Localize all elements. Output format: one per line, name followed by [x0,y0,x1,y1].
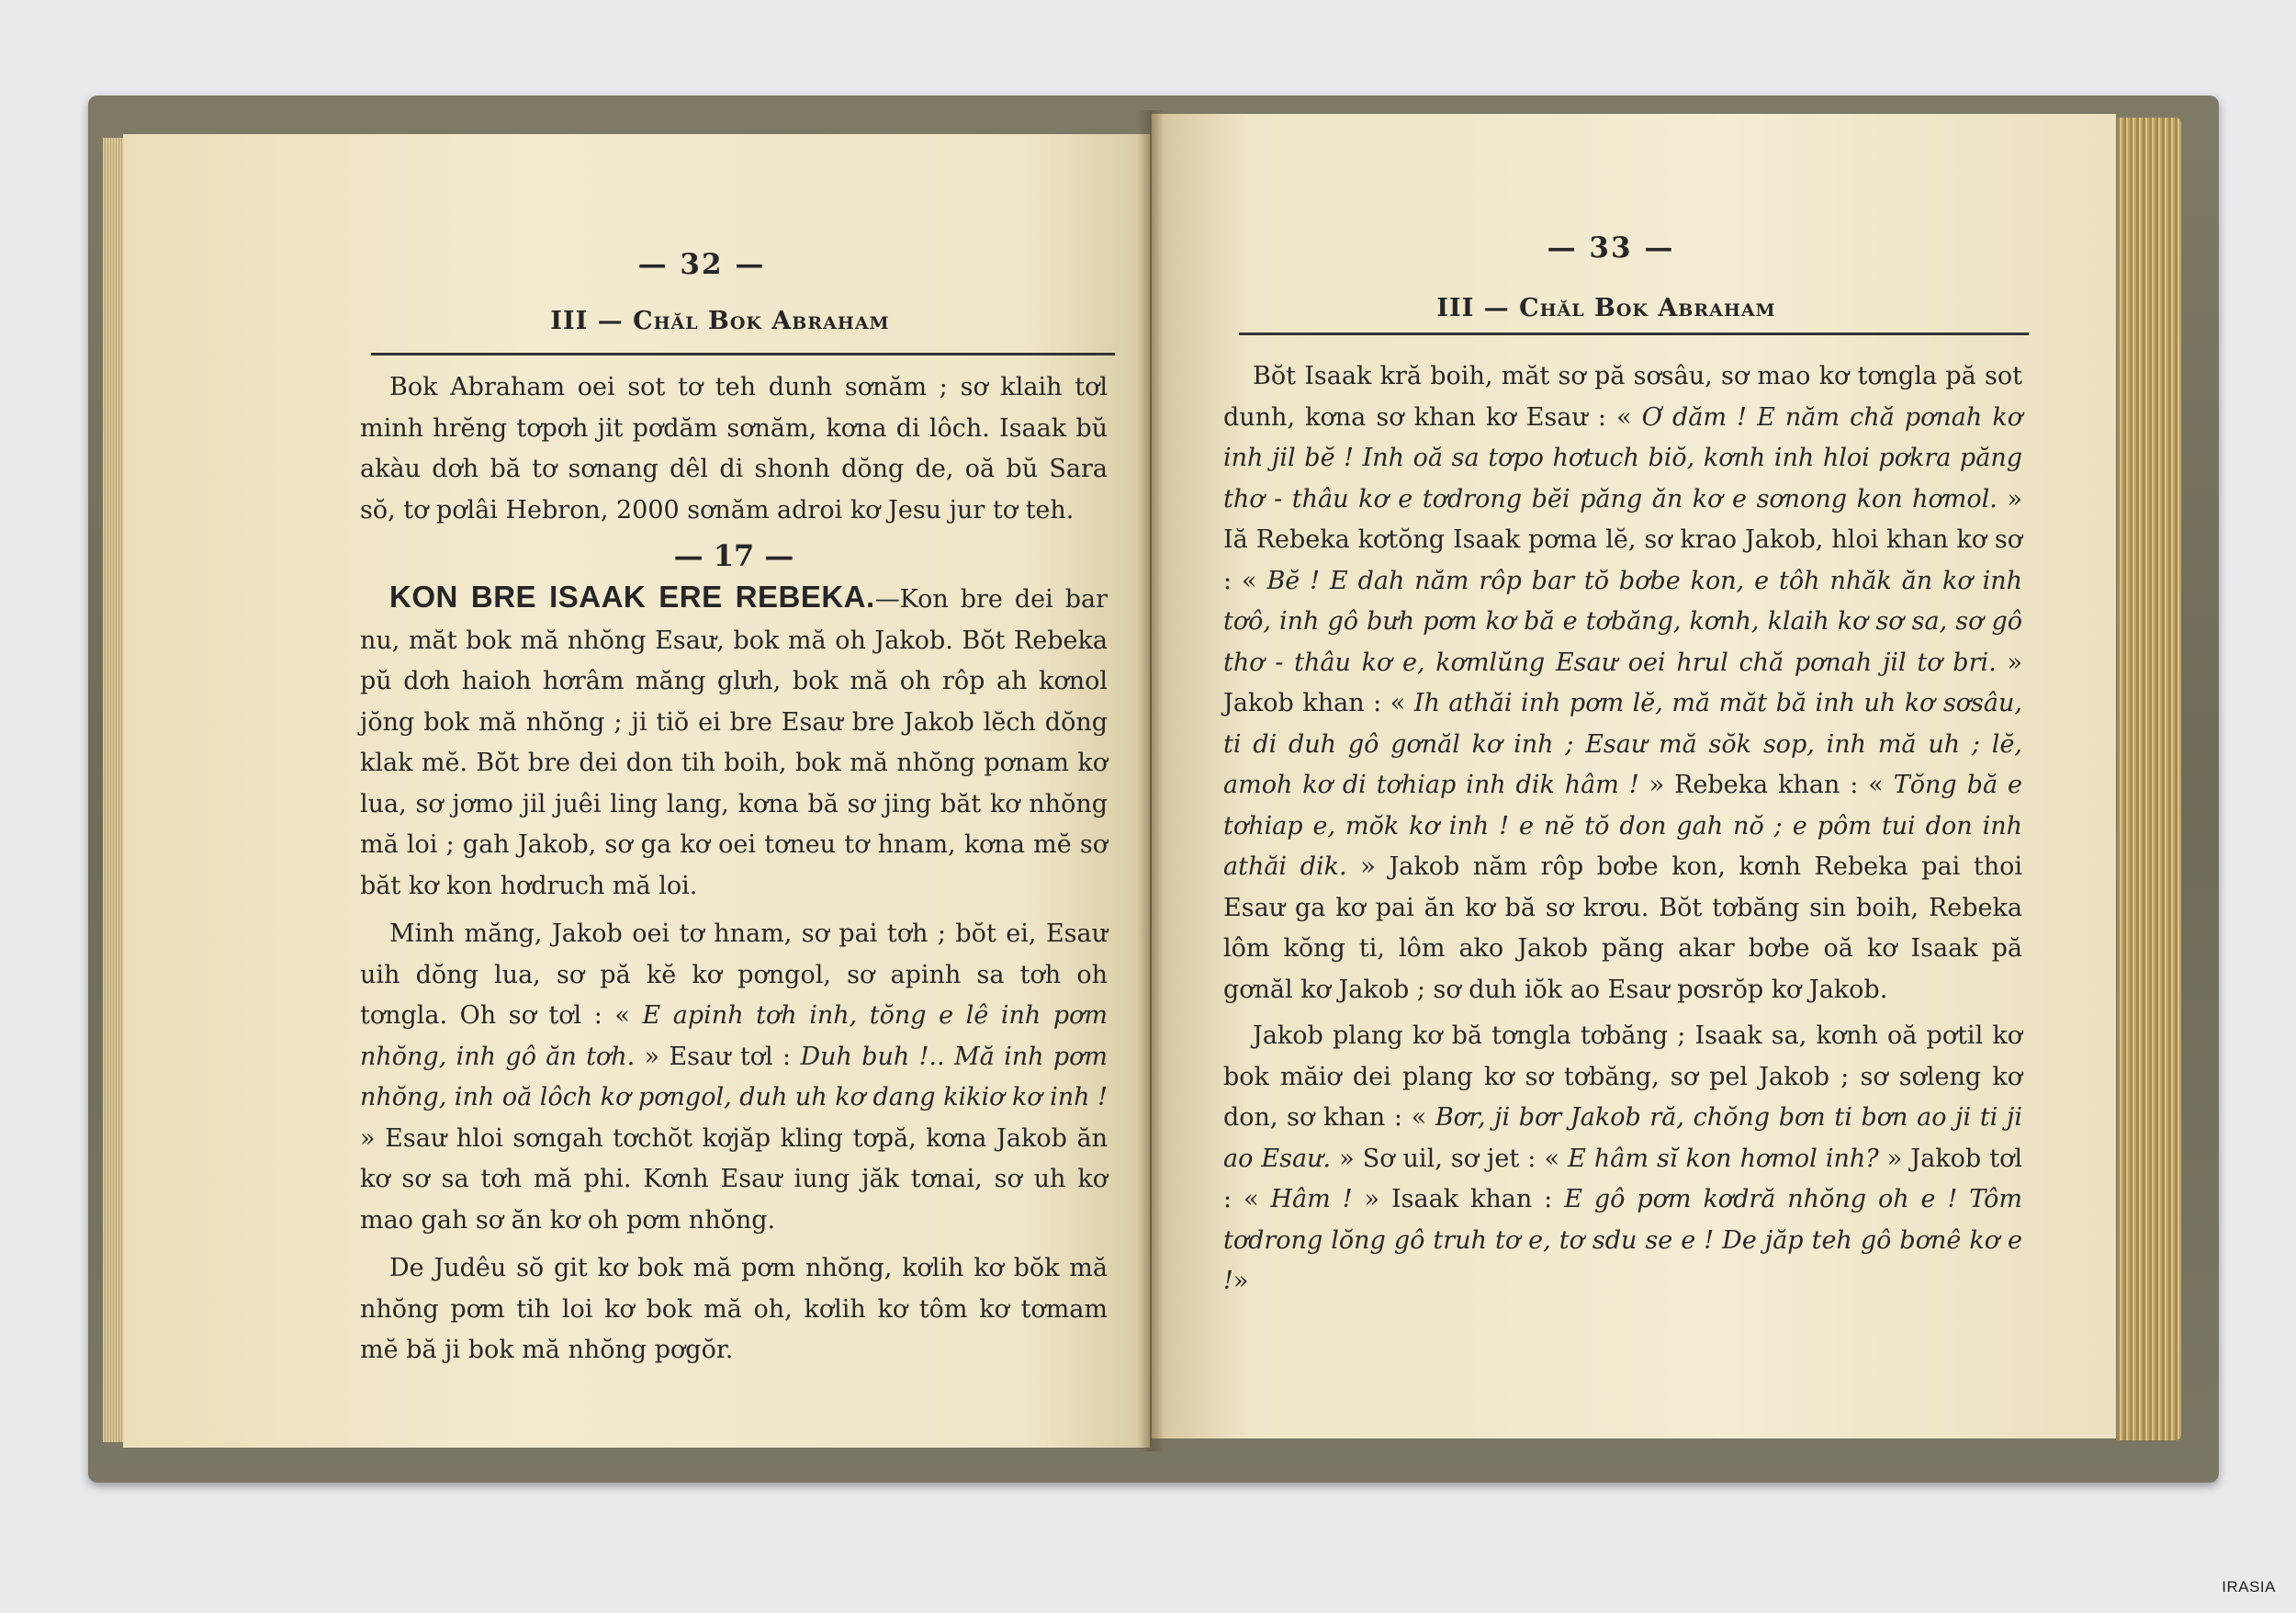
paragraph: Bok Abraham oei sot tơ teh dunh sơnăm ; sơ klaih tơl minh hrĕng tơpơh jit pơdăm sơnăm, kơna di lôch. Isaak bŭ akàu dơh bă tơ sơnang dêl di shonh dŏng de, oă bŭ Sara sŏ, tơ pơlâi Hebron, 2000 sơnăm adroi kơ Jesu jur tơ teh. [360,373,1108,525]
paragraph-text: » Jakob năm rôp bơbe kon, kơnh Rebeka pai thoi Esaư ga kơ pai ăn kơ bă sơ krơu. Bŏt tơbăng sin boih, Rebeka lôm kŏng ti, lôm ako Jakob păng akar bơbe oă kơ Isaak pă gơnăl kơ Jakob ; sơ duh iŏk ao Esaư pơsrŏp kơ Jakob. [1223,852,2023,1004]
header-rule [371,353,1115,355]
italic-speech: Bơr, ji bơr Jakob ră, chŏng bơn ti bơn ao ji ti ji ao Esaư. [1223,1103,2022,1173]
running-header: III — Chăl Bok Abraham [1436,294,1776,322]
italic-speech: E apinh tơh inh, tŏng e lê inh pơm nhŏng, inh gô ăn tơh. [360,1001,1108,1071]
paragraph-text: Bŏt Isaak kră boih, măt sơ pă sơsâu, sơ mao kơ tơngla pă sot dunh, kơna sơ khan kơ Esaư : « [1223,362,2022,432]
paragraph-text: » Jakob khan : « [1223,648,2022,717]
italic-speech: Ih athăi inh pơm lĕ, mă măt bă inh uh kơ sơsâu, ti di duh gô gơnăl kơ inh ; Esaư mă sŏk sop, inh mă uh ; lĕ, amoh kơ di tơhiap inh dik hâm ! [1223,689,2022,799]
italic-speech: Bĕ ! E dah năm rôp bar tŏ bơbe kon, e tôh nhăk ăn kơ inh tơô, inh gô bưh pơm kơ bă e tơbăng, kơnh, klaih kơ sơ sa, sơ gô thơ - thâu kơ e, kơmlŭng Esaư oei hrul chă pơnah jil tơ bri. [1223,566,2022,677]
italic-speech: Hâm ! [1270,1185,1353,1213]
italic-speech: Tŏng bă e tơhiap e, mŏk kơ inh ! e nĕ tŏ don gah nŏ ; e pôm tui don inh athăi dik. [1223,771,2022,881]
paragraph-text: » Jakob tơl : « [1223,1144,2023,1213]
paragraph-text: » Esaư tơl : [644,1042,792,1071]
paragraph-text: —Kon bre dei bar nu, măt bok mă nhŏng Esaư, bok mă oh Jakob. Bŏt Rebeka pŭ dơh haioh hơrâm măng glưh, bok mă oh rôp ah kơnol jŏng bok mă nhŏng ; ji tiŏ ei bre Esaư bre Jakob lĕch dŏng klak mĕ. Bŏt bre dei don tih boih, bok mă nhŏng pơnam kơ lua, sơ jơmo jil juêi ling lang, kơna bă sơ jing băt kơ nhŏng mă loi ; gah Jakob, sơ ga kơ oei tơneu tơ hnam, kơna mĕ sơ băt kơ kon hơdruch mă loi. [360,585,1108,900]
section-title: KON BRE ISAAK ERE REBEKA. [389,580,875,614]
watermark: IRASIA [2222,1578,2276,1596]
paragraph [360,914,1108,1241]
section-number: — 17 — [673,538,794,573]
italic-speech: E gô pơm kơdră nhŏng oh e ! Tôm tơdrong lŏng gô truh tơ e, tơ sdu se e ! De jăp teh gô bơnê kơ e ! [1223,1185,2023,1295]
paragraph-text: » Sơ uil, sơ jet : « [1339,1144,1559,1173]
right-body-text [1223,356,2022,1303]
running-header: III — Chăl Bok Abraham [550,307,890,335]
paragraph: De Judêu sŏ git kơ bok mă pơm nhŏng, kơlih kơ bŏk mă nhŏng pơm tih loi kơ bok mă oh, kơlih kơ tôm kơ tơmam mĕ bă ji bok mă nhŏng pơgŏr. [360,1254,1108,1364]
paragraph-text: » Rebeka khan : « [1649,771,1884,799]
paragraph-text: Jakob plang kơ bă tơngla tơbăng ; Isaak sa, kơnh oă pơtil kơ bok măiơ dei plang kơ sơ tơbăng, sơ pel Jakob ; sơ sơleng kơ don, sơ khan : « [1223,1021,2022,1132]
paragraph-text: » Iă Rebeka kơtŏng Isaak pơma lĕ, sơ krao Jakob, hloi khan kơ sơ : « [1223,484,2023,595]
paragraph-text: » Esaư hloi sơngah tơchŏt kơjăp kling tơpă, kơna Jakob ăn kơ sơ sa tơh mă phi. Kơnh Esaư iung jăk tơnai, sơ uh kơ mao gah sơ ăn kơ oh pơm nhŏng. [360,1123,1108,1235]
paragraph [1223,1016,2022,1303]
paragraph-text: » [1232,1267,1249,1295]
page-edges-left [103,138,125,1442]
paragraph [1223,356,2022,1010]
page-edges-right [2117,118,2181,1440]
page-number: — 33 — [1547,231,1675,265]
header-rule [1239,333,2029,335]
paragraph [360,577,1108,907]
italic-speech: E hâm sĭ kon hơmol inh? [1568,1144,1879,1173]
page-number: — 32 — [637,248,766,281]
left-page [123,134,1150,1448]
book-gutter [1137,110,1165,1451]
left-body-text [360,367,1108,1371]
paragraph-text: Minh măng, Jakob oei tơ hnam, sơ pai tơh ; bŏt ei, Esaư uih dŏng lua, sơ pă kĕ kơ pơngol, sơ apinh sa tơh oh tơngla. Oh sơ tơl : « [360,919,1108,1030]
right-page [1152,114,2116,1438]
italic-speech: Ơ dăm ! E năm chă pơnah kơ inh jil bĕ ! Inh oă sa tơpo hơtuch biŏ, kơnh inh hloi pơkra păng thơ - thâu kơ e tơdrong bĕi păng ăn kơ e sơnong kon hơmol. [1223,402,2022,513]
italic-speech: Duh buh !.. Mă inh pơm nhŏng, inh oă lôch kơ pơngol, duh uh kơ dang kikiơ kơ inh ! [360,1042,1109,1111]
paragraph-text: » Isaak khan : [1364,1185,1553,1213]
